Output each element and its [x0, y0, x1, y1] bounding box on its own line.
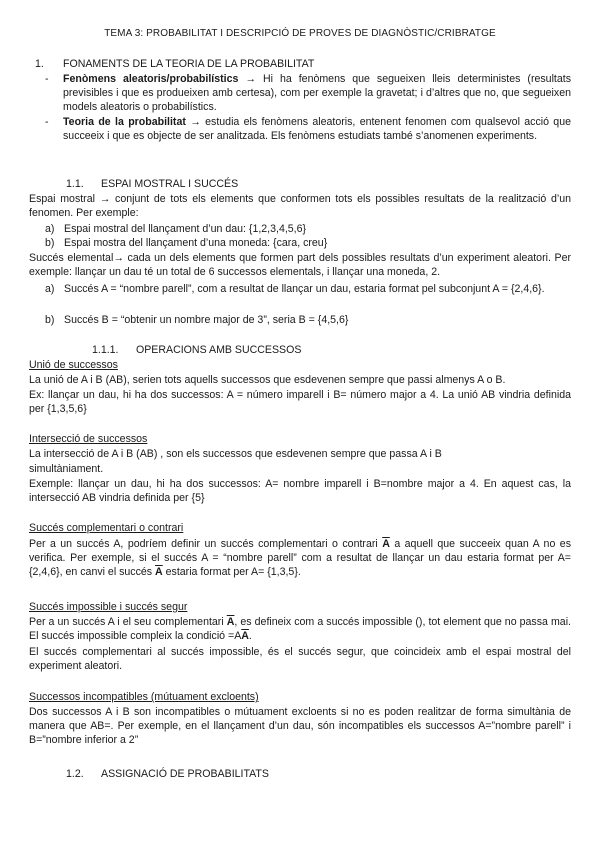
paragraph-body: a aquell que succeeix quan A no es verifica. Per exemple, si el succés A = “nombre parell” com a resultat de llançar un dau estaria format per A= {2,4,6}, en canvi el succés [29, 538, 571, 578]
subheading-text: Intersecció de successos [29, 433, 148, 445]
subheading-text: Succés impossible i succés segur [29, 601, 188, 613]
paragraph-body: conjunt de tots els elements que conformen tots els possibles resultats de la realització d’un fenomen. Per exemple: [29, 193, 571, 219]
subheading-complementari [29, 521, 571, 535]
subheading-interseccio [29, 432, 571, 446]
section-1-heading [35, 57, 314, 71]
paragraph-term: Succés elemental [29, 252, 114, 264]
bullet-dash: - [45, 73, 49, 85]
subheading-impossible-segur [29, 600, 571, 614]
paragraph-interseccio-definition: La intersecció de A i B (AB) , son els successos que esdevenen sempre que passa A i B [29, 448, 442, 460]
list-text: Espai mostra del llançament d’una moneda: {cara, creu} [64, 237, 328, 249]
bullet-term: Teoria de la probabilitat [63, 116, 186, 128]
paragraph-body: Per a un succés A, podríem definir un succés complementari o contrari [29, 538, 378, 550]
paragraph-unio-example: Ex: llançar un dau, hi ha dos successos: A = número imparell i B= número major a 4. La unió AB vindria definida per {1,3,5,6} [29, 389, 571, 415]
paragraph-unio-definition: La unió de A i B (AB), serien tots aquells successos que esdevenen sempre que passi almenys A o B. [29, 374, 506, 386]
paragraph-term: Espai mostral [29, 193, 95, 205]
a-bar-symbol: $\overline{A}$ [155, 566, 163, 578]
paragraph-segur: El succés complementari al succés impossible, és el succés segur, que coincideix amb el espai mostral del experiment aleatori. [29, 646, 571, 672]
a-bar-symbol: $\overline{A}$ [226, 616, 235, 628]
subheading-unio [29, 358, 571, 372]
paragraph-complementari [29, 537, 571, 579]
section-1-1-1-heading [92, 343, 301, 357]
list-text: Succés B = “obtenir un nombre major de 3”, seria B = {4,5,6} [64, 314, 349, 326]
paragraph-body: , es defineix com a succés impossible (), tot element que no passa mai. El succés impossible compleix la condició =A [29, 616, 571, 642]
arrow-icon: → [113, 252, 124, 264]
bullet-term: Fenòmens aleatoris/probabilístics [63, 73, 239, 85]
list-text: Succés A = “nombre parell”, com a resultat de llançar un dau, estaria format pel subconjunt A = {2,4,6}. [64, 283, 545, 295]
list-label: a) [45, 283, 55, 295]
a-bar-symbol: $\overline{A}$ [241, 630, 249, 642]
subheading-text: Succés complementari o contrari [29, 522, 184, 534]
list-text: Espai mostral del llançament d’un dau: {1,2,3,4,5,6} [64, 223, 307, 235]
bullet-body: Hi ha fenòmens que segueixen lleis deterministes (resultats previsibles i que es produeixen amb certesa), com per exemple la gravetat; i d’altres que no, que segueixen models aleatoris o probabilístics. [63, 73, 571, 113]
section-heading-text: ESPAI MOSTRAL I SUCCÉS [101, 178, 239, 190]
subheading-incompatibles [29, 690, 571, 704]
bullet-text [63, 115, 571, 143]
paragraph-body: cada un dels elements que formen part dels possibles resultats d’un experiment aleatori. Per exemple: llançar un dau té un total de 6 successos elementals, i llançar una moneda, 2. [29, 252, 571, 278]
section-heading-text: ASSIGNACIÓ DE PROBABILITATS [101, 768, 269, 780]
bullet-text [63, 72, 571, 114]
arrow-icon: → [245, 73, 256, 85]
paragraph-body: . [248, 630, 252, 642]
paragraph-succes-elemental [29, 251, 571, 279]
list-label: b) [45, 237, 55, 249]
section-heading-text: FONAMENTS DE LA TEORIA DE LA PROBABILITAT [63, 58, 315, 70]
bullet-dash: - [45, 116, 49, 128]
paragraph-impossible [29, 615, 571, 643]
section-1-1-heading [66, 177, 238, 191]
a-bar-symbol: $\overline{A}$ [382, 538, 390, 550]
paragraph-body: estaria format per A= {1,3,5}. [165, 566, 301, 578]
section-number: 1. [35, 58, 44, 70]
section-heading-text: OPERACIONS AMB SUCCESSOS [136, 344, 302, 356]
subheading-text: Unió de successos [29, 359, 118, 371]
section-number: 1.1. [66, 178, 84, 190]
list-label: a) [45, 223, 55, 235]
section-number: 1.1.1. [92, 344, 119, 356]
arrow-icon: → [190, 116, 201, 128]
paragraph-interseccio-continued: simultàniament. [29, 463, 104, 475]
list-label: b) [45, 314, 55, 326]
bullet-body: estudia els fenòmens aleatoris, entenent fenomen com qualsevol acció que succeeix i que es objecte de ser analitzada. Els fenòmens estudiats també s’anomenen experiments. [63, 116, 571, 142]
paragraph-interseccio-example: Exemple: llançar un dau, hi ha dos successos: A= nombre imparell i B=nombre major a 4. En aquest cas, la intersecció AB vindria definida per {5} [29, 478, 571, 504]
paragraph-incompatibles: Dos successos A i B son incompatibles o mútuament excloents si no es poden realitzar de forma simultània de manera que AB=. Per exemple, en el llançament d’un dau, són incompatibles els successos A=”nombre parell” i B=”nombre inferior a 2” [29, 706, 571, 746]
section-number: 1.2. [66, 768, 84, 780]
section-1-2-heading [66, 767, 269, 781]
arrow-icon: → [99, 193, 111, 205]
paragraph-espai-mostral [29, 192, 571, 220]
subheading-text: Successos incompatibles (mútuament excloents) [29, 691, 259, 703]
paragraph-body: Per a un succés A i el seu complementari [29, 616, 224, 628]
page-title: TEMA 3: PROBABILITAT I DESCRIPCIÓ DE PROVES DE DIAGNÒSTIC/CRIBRATGE [104, 28, 496, 39]
